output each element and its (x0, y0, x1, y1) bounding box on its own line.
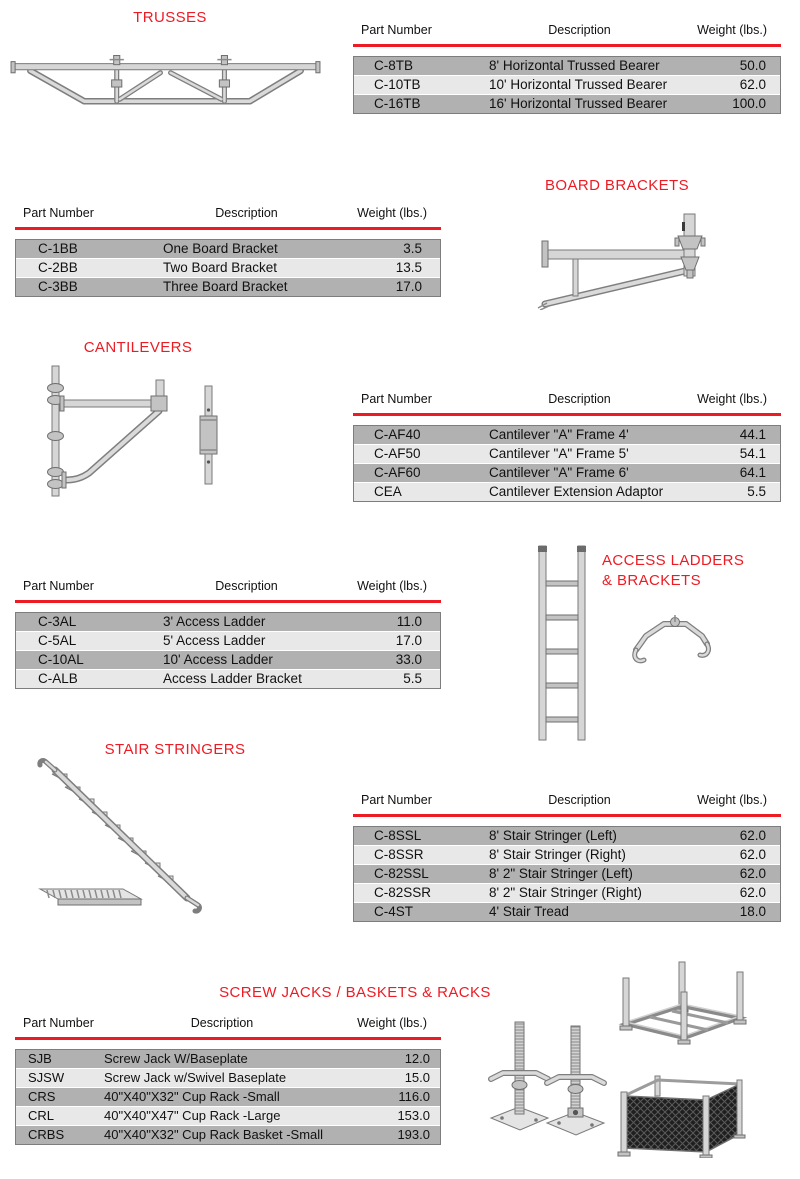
screw-jack-baseplate (491, 1022, 548, 1130)
table-header (353, 792, 781, 809)
extension-adaptor (200, 386, 217, 484)
table-header (15, 578, 441, 595)
column-header-weight: Weight (lbs.) (357, 1016, 427, 1030)
table-row (354, 482, 780, 501)
ladder-bracket-illustration (626, 610, 716, 665)
description-cell: Cantilever Extension Adaptor (489, 484, 664, 499)
description-cell: 8' Horizontal Trussed Bearer (489, 58, 660, 73)
table-row (354, 883, 780, 902)
weight-cell: 44.1 (739, 427, 766, 442)
column-header-part-number: Part Number (361, 392, 432, 406)
part-number-cell: C-1BB (38, 241, 78, 256)
table-row (354, 75, 780, 94)
weight-cell: 17.0 (395, 279, 422, 294)
weight-cell: 3.5 (403, 241, 422, 256)
access-ladders-table (15, 578, 441, 689)
part-number-cell: C-4ST (374, 904, 414, 919)
weight-cell: 11.0 (396, 614, 422, 629)
stair-stringers-table (353, 792, 781, 922)
table-row (16, 1087, 440, 1106)
column-header-description: Description (215, 579, 278, 593)
table-body (15, 1049, 441, 1145)
stair-stringer-illustration (35, 756, 215, 916)
description-cell: Cantilever "A" Frame 6' (489, 465, 629, 480)
weight-cell: 5.5 (747, 484, 766, 499)
table-row (16, 1125, 440, 1144)
weight-cell: 5.5 (403, 671, 422, 686)
part-number-cell: C-10TB (374, 77, 421, 92)
part-number-cell: C-3BB (38, 279, 78, 294)
part-number-cell: SJSW (28, 1070, 65, 1085)
table-row (16, 613, 440, 631)
description-cell: 40"X40"X32" Cup Rack Basket -Small (104, 1127, 324, 1142)
table-row (16, 1106, 440, 1125)
description-cell: Cantilever "A" Frame 4' (489, 427, 629, 442)
column-header-weight: Weight (lbs.) (697, 793, 767, 807)
part-number-cell: C-16TB (374, 96, 421, 111)
description-cell: One Board Bracket (163, 241, 278, 256)
weight-cell: 33.0 (395, 652, 422, 667)
title-line-1: ACCESS LADDERS (602, 552, 745, 569)
trusses-table (353, 22, 781, 114)
table-row (354, 94, 780, 113)
weight-cell: 62.0 (739, 866, 766, 881)
part-number-cell: C-10AL (38, 652, 84, 667)
cantilevers-table (353, 391, 781, 502)
description-cell: 8' 2" Stair Stringer (Right) (489, 885, 642, 900)
weight-cell: 193.0 (397, 1127, 430, 1142)
description-cell: 3' Access Ladder (163, 614, 266, 629)
table-body (353, 826, 781, 922)
table-row (354, 463, 780, 482)
title-line-2: & BRACKETS (602, 572, 702, 589)
section-title-stair-stringers: STAIR STRINGERS (104, 741, 246, 758)
table-row (354, 444, 780, 463)
weight-cell: 15.0 (404, 1070, 430, 1085)
part-number-cell: C-8SSR (374, 847, 424, 862)
table-row (16, 240, 440, 258)
table-row (16, 631, 440, 650)
column-header-description: Description (190, 1016, 254, 1030)
table-row (354, 902, 780, 921)
description-cell: Access Ladder Bracket (163, 671, 302, 686)
cup-rack-illustration (616, 960, 748, 1056)
table-header (353, 22, 781, 39)
header-underline (15, 1037, 441, 1040)
part-number-cell: C-8TB (374, 58, 414, 73)
part-number-cell: SJB (28, 1051, 52, 1066)
header-underline (15, 227, 441, 230)
weight-cell: 153.0 (397, 1108, 430, 1123)
description-cell: 4' Stair Tread (489, 904, 569, 919)
weight-cell: 18.0 (739, 904, 766, 919)
part-number-cell: C-82SSR (374, 885, 432, 900)
screw-jacks-table (15, 1015, 441, 1145)
weight-cell: 62.0 (739, 77, 766, 92)
section-title-cantilevers: CANTILEVERS (83, 339, 193, 356)
part-number-cell: CRS (28, 1089, 56, 1104)
column-header-description: Description (215, 206, 278, 220)
part-number-cell: C-AF60 (374, 465, 421, 480)
column-header-weight: Weight (lbs.) (357, 579, 427, 593)
column-header-weight: Weight (lbs.) (357, 206, 427, 220)
weight-cell: 62.0 (739, 828, 766, 843)
weight-cell: 12.0 (404, 1051, 430, 1066)
truss-illustration (8, 50, 323, 122)
description-cell: 5' Access Ladder (163, 633, 266, 648)
column-header-description: Description (548, 793, 611, 807)
column-header-part-number: Part Number (361, 793, 432, 807)
description-cell: 40"X40"X47" Cup Rack -Large (104, 1108, 281, 1123)
weight-cell: 17.0 (395, 633, 422, 648)
table-body (15, 612, 441, 689)
header-underline (353, 413, 781, 416)
section-title-trusses: TRUSSES (133, 9, 207, 26)
table-body (15, 239, 441, 297)
section-title-board-brackets: BOARD BRACKETS (545, 177, 689, 194)
cup-rack-basket-illustration (616, 1070, 748, 1158)
table-row (354, 864, 780, 883)
part-number-cell: C-5AL (38, 633, 77, 648)
part-number-cell: C-AF40 (374, 427, 421, 442)
description-cell: 10' Horizontal Trussed Bearer (489, 77, 668, 92)
weight-cell: 116.0 (398, 1089, 430, 1104)
screw-jack-swivel (547, 1026, 604, 1135)
part-number-cell: C-82SSL (374, 866, 429, 881)
part-number-cell: C-ALB (38, 671, 78, 686)
table-row (16, 669, 440, 688)
weight-cell: 64.1 (739, 465, 766, 480)
description-cell: 8' Stair Stringer (Left) (489, 828, 617, 843)
description-cell: Three Board Bracket (163, 279, 288, 294)
header-underline (15, 600, 441, 603)
weight-cell: 62.0 (739, 885, 766, 900)
column-header-description: Description (548, 392, 611, 406)
table-row (354, 426, 780, 444)
weight-cell: 13.5 (395, 260, 422, 275)
table-header (353, 391, 781, 408)
table-row (16, 1068, 440, 1087)
description-cell: Two Board Bracket (163, 260, 278, 275)
weight-cell: 100.0 (732, 96, 766, 111)
section-title-screw-jacks: SCREW JACKS / BASKETS & RACKS (219, 984, 491, 1001)
part-number-cell: CRBS (28, 1127, 65, 1142)
part-number-cell: C-AF50 (374, 446, 421, 461)
column-header-part-number: Part Number (361, 23, 432, 37)
header-underline (353, 814, 781, 817)
column-header-weight: Weight (lbs.) (697, 23, 767, 37)
part-number-cell: CRL (28, 1108, 55, 1123)
column-header-description: Description (548, 23, 611, 37)
description-cell: Screw Jack w/Swivel Baseplate (104, 1070, 287, 1085)
table-row (354, 845, 780, 864)
header-underline (353, 44, 781, 47)
table-row (16, 258, 440, 277)
column-header-part-number: Part Number (23, 579, 94, 593)
table-row (16, 1050, 440, 1068)
column-header-weight: Weight (lbs.) (697, 392, 767, 406)
screw-jacks-illustration (488, 1008, 618, 1143)
description-cell: Cantilever "A" Frame 5' (489, 446, 629, 461)
table-row (354, 57, 780, 75)
stair-tread (40, 889, 141, 905)
part-number-cell: C-3AL (38, 614, 77, 629)
description-cell: 40"X40"X32" Cup Rack -Small (104, 1089, 280, 1104)
section-title-access-ladders (602, 551, 777, 591)
description-cell: 8' Stair Stringer (Right) (489, 847, 626, 862)
column-header-part-number: Part Number (23, 1016, 94, 1030)
weight-cell: 62.0 (739, 847, 766, 862)
description-cell: 10' Access Ladder (163, 652, 273, 667)
table-row (354, 827, 780, 845)
table-row (16, 277, 440, 296)
description-cell: 16' Horizontal Trussed Bearer (489, 96, 668, 111)
column-header-part-number: Part Number (23, 206, 94, 220)
access-ladder-illustration (533, 543, 591, 741)
weight-cell: 54.1 (739, 446, 766, 461)
part-number-cell: CEA (374, 484, 402, 499)
table-row (16, 650, 440, 669)
description-cell: 8' 2" Stair Stringer (Left) (489, 866, 633, 881)
cantilever-illustration (15, 360, 335, 500)
weight-cell: 50.0 (739, 58, 766, 73)
board-bracket-illustration (535, 210, 715, 310)
table-header (15, 1015, 441, 1032)
board-brackets-table (15, 205, 441, 297)
description-cell: Screw Jack W/Baseplate (104, 1051, 248, 1066)
part-number-cell: C-2BB (38, 260, 78, 275)
part-number-cell: C-8SSL (374, 828, 422, 843)
table-header (15, 205, 441, 222)
table-body (353, 56, 781, 114)
table-body (353, 425, 781, 502)
